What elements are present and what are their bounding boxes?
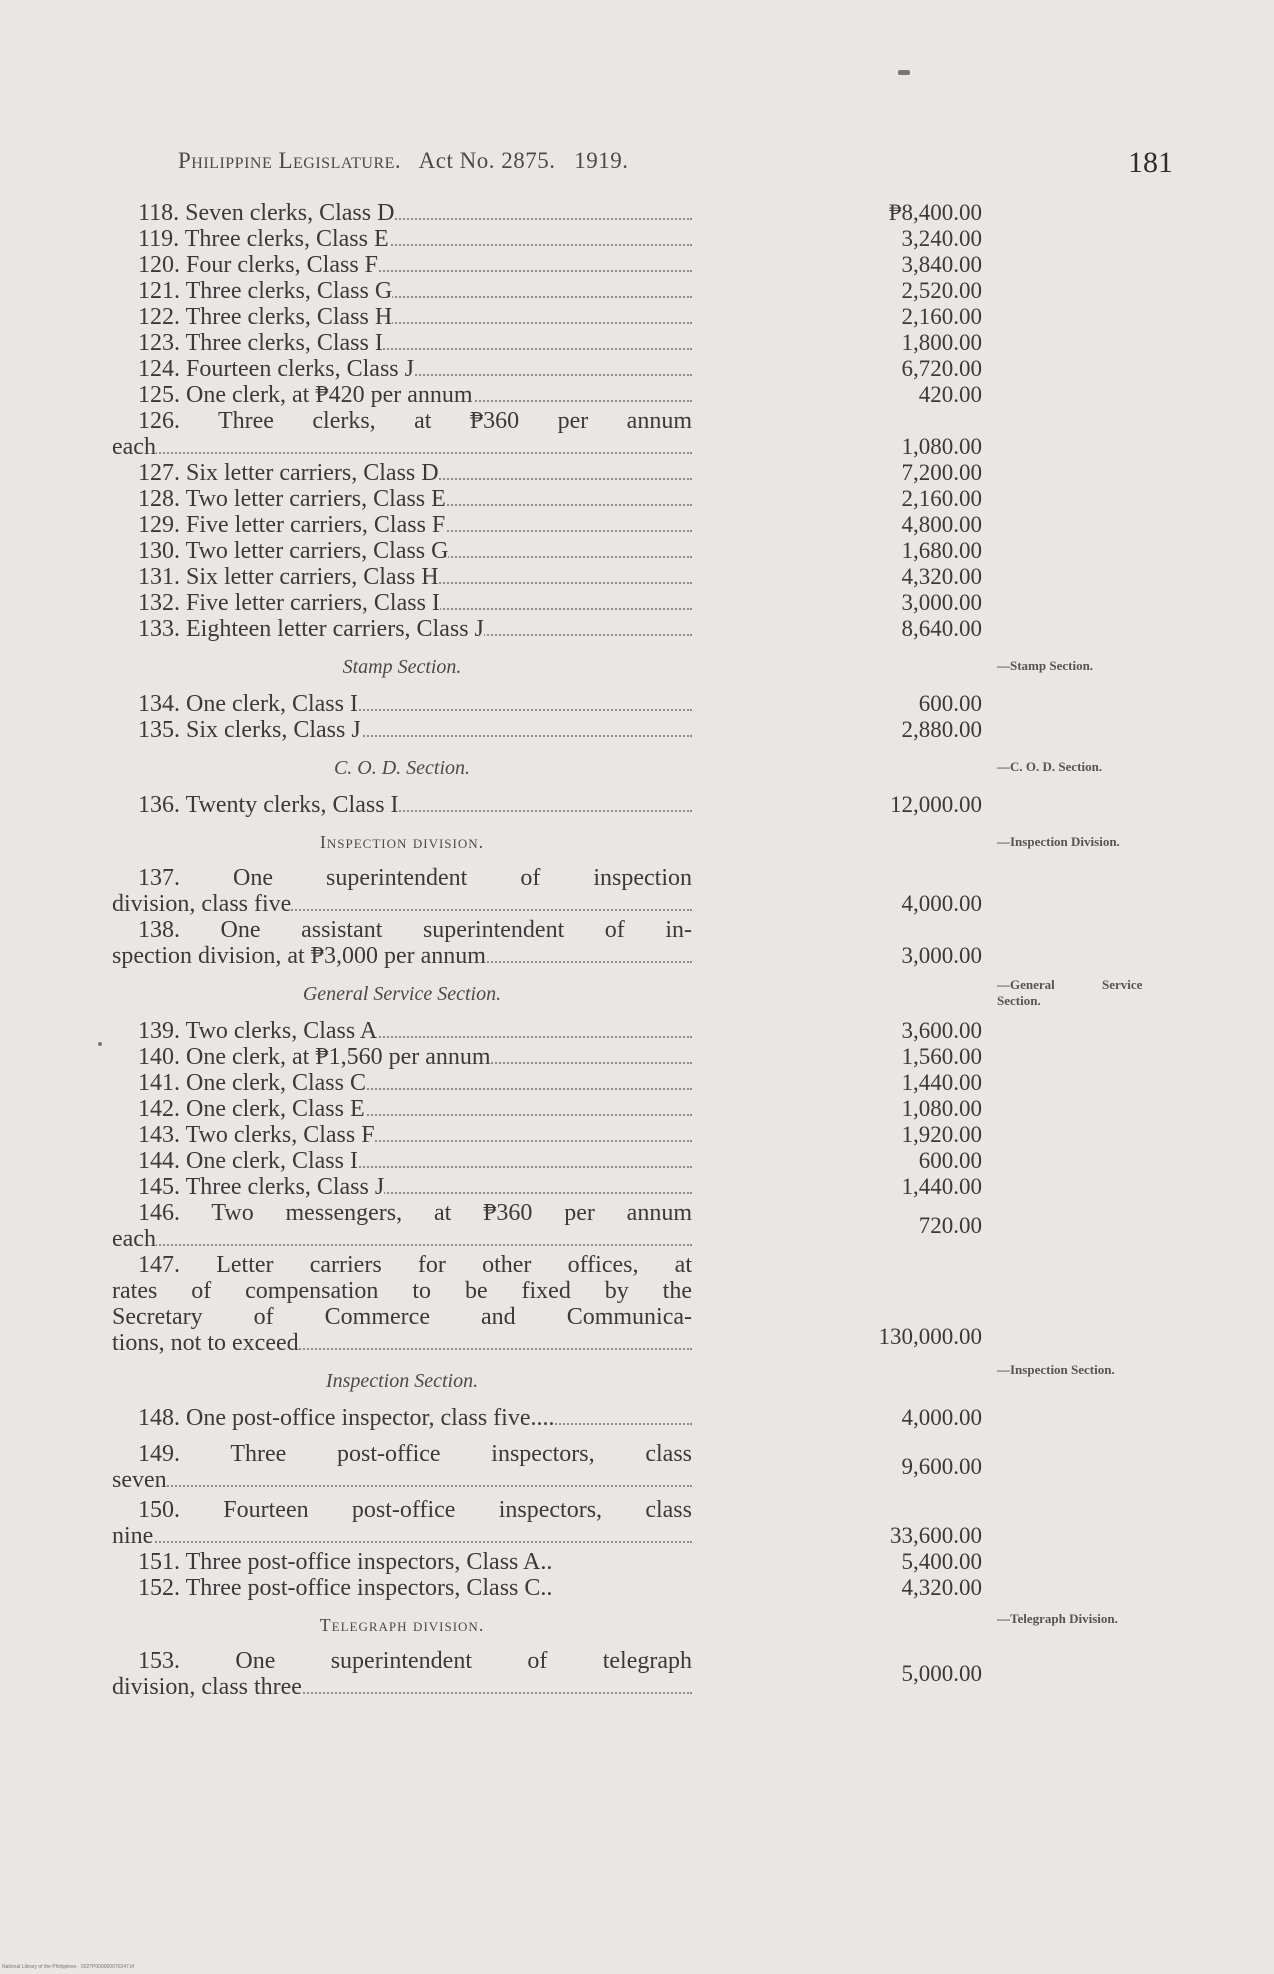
side-note: —Inspection Division.	[997, 834, 1120, 849]
item-line	[112, 304, 692, 330]
section-heading: Inspection Section.	[325, 1370, 479, 1392]
item-line	[112, 1070, 692, 1096]
item-line: nine	[112, 1523, 692, 1549]
item-number: 125.	[138, 382, 180, 408]
item-amount: 4,320.00	[901, 1575, 982, 1600]
item-147	[112, 1252, 982, 1356]
item-amount: 130,000.00	[878, 1324, 982, 1349]
item-amount: 600.00	[918, 691, 982, 716]
line-item	[112, 1122, 982, 1148]
item-151	[112, 1549, 982, 1575]
item-number: 132.	[138, 590, 180, 616]
item-description: Three clerks, Class I	[185, 330, 383, 356]
item-number: 123.	[138, 330, 180, 356]
letter-carrier-items	[112, 460, 982, 642]
item-description: Six letter carriers, Class H	[186, 564, 439, 590]
item-line	[112, 691, 692, 717]
item-amount: 2,520.00	[901, 278, 982, 303]
item-amount: 1,080.00	[901, 1096, 982, 1121]
item-amount: 9,600.00	[901, 1454, 982, 1479]
side-note: —Inspection Section.	[997, 1362, 1115, 1377]
item-number: 140.	[138, 1044, 180, 1070]
item-amount: 1,920.00	[901, 1122, 982, 1147]
item-number: 142.	[138, 1096, 180, 1122]
item-amount: 720.00	[918, 1213, 982, 1238]
item-amount: 3,600.00	[901, 1018, 982, 1043]
item-number: 127.	[138, 460, 180, 486]
line-item	[112, 1018, 982, 1044]
item-amount: 1,440.00	[901, 1174, 982, 1199]
item-line	[112, 460, 692, 486]
item-line	[112, 252, 692, 278]
item-line	[112, 382, 692, 408]
item-148	[112, 1405, 982, 1431]
item-line	[112, 1148, 692, 1174]
item-number: 145.	[138, 1174, 180, 1200]
item-number: 134.	[138, 691, 180, 717]
item-line: 138. One assistant superintendent of in-	[138, 917, 692, 943]
item-amount: 5,000.00	[901, 1661, 982, 1686]
item-line: rates of compensation to be fixed by the	[112, 1278, 692, 1304]
line-item	[112, 330, 982, 356]
item-description: One clerk, Class C	[186, 1070, 366, 1096]
item-amount: 1,080.00	[901, 434, 982, 459]
side-note: —General Service Section.	[997, 977, 1143, 1008]
item-line: 153. One superintendent of telegraph	[138, 1648, 692, 1674]
item-line: 146. Two messengers, at ₱360 per annum	[138, 1200, 692, 1226]
item-line: each	[112, 1226, 692, 1252]
item-description: One clerk, Class I	[186, 691, 358, 717]
line-item	[112, 304, 982, 330]
inspection-section	[112, 1362, 1115, 1601]
item-amount: 1,680.00	[901, 538, 982, 563]
item-description: One clerk, Class I	[186, 1148, 358, 1174]
general-service-items	[112, 1018, 982, 1200]
section-heading: C. O. D. Section.	[333, 757, 471, 779]
item-description: Four clerks, Class F	[186, 252, 378, 278]
line-item	[112, 460, 982, 486]
item-number: 130.	[138, 538, 180, 564]
stamp-items	[112, 691, 982, 743]
item-line: seven	[112, 1467, 692, 1493]
item-line: 151. Three post-office inspectors, Class A..	[112, 1549, 692, 1575]
line-item	[112, 717, 982, 743]
line-item	[112, 252, 982, 278]
item-line	[112, 1174, 692, 1200]
line-item	[112, 226, 982, 252]
item-line: 147. Letter carriers for other offices, at	[138, 1252, 692, 1278]
item-line	[112, 792, 692, 818]
item-line: division, class three	[112, 1674, 692, 1700]
item-amount: 1,560.00	[901, 1044, 982, 1069]
item-amount: 420.00	[918, 382, 982, 407]
item-amount: 8,640.00	[901, 616, 982, 641]
section-heading: Inspection division.	[319, 832, 485, 852]
item-description: One clerk, at ₱1,560 per annum	[186, 1044, 491, 1070]
item-description: Two letter carriers, Class E	[185, 486, 446, 512]
item-amount: 1,440.00	[901, 1070, 982, 1095]
item-line	[112, 486, 692, 512]
item-description: Six clerks, Class J	[186, 717, 361, 743]
item-line	[112, 538, 692, 564]
item-number: 121.	[138, 278, 180, 304]
item-line: tions, not to exceed	[112, 1330, 692, 1356]
inspection-division	[112, 832, 1120, 969]
item-line	[112, 1122, 692, 1148]
item-amount: 4,000.00	[901, 891, 982, 916]
act-number: Act No. 2875.	[418, 148, 556, 173]
item-line	[112, 590, 692, 616]
clerk-items	[112, 200, 982, 408]
item-line	[112, 616, 692, 642]
ink-speck	[898, 70, 910, 75]
item-number: 144.	[138, 1148, 180, 1174]
ink-speck	[98, 1042, 102, 1046]
page-number: 181	[1128, 146, 1173, 179]
line-item	[112, 512, 982, 538]
item-number: 120.	[138, 252, 180, 278]
item-number: 128.	[138, 486, 180, 512]
line-item	[112, 1148, 982, 1174]
line-item	[112, 1070, 982, 1096]
line-item	[112, 691, 982, 717]
stamp-section	[112, 656, 1094, 743]
item-146	[112, 1200, 982, 1252]
item-amount: 4,800.00	[901, 512, 982, 537]
item-description: Fourteen clerks, Class J	[186, 356, 414, 382]
item-138	[112, 917, 982, 969]
item-line: 148. One post-office inspector, class five....	[112, 1405, 692, 1431]
line-item	[112, 278, 982, 304]
item-137	[112, 865, 982, 917]
item-amount: 2,160.00	[901, 486, 982, 511]
item-number: 129.	[138, 512, 180, 538]
item-number: 131.	[138, 564, 180, 590]
item-amount: 4,320.00	[901, 564, 982, 589]
item-149	[112, 1441, 982, 1493]
item-description: One clerk, at ₱420 per annum	[186, 382, 473, 408]
item-description: Two letter carriers, Class G	[185, 538, 449, 564]
item-number: 119.	[138, 226, 180, 252]
item-number: 122.	[138, 304, 180, 330]
item-number: 133.	[138, 616, 180, 642]
item-description: Three clerks, Class J	[185, 1174, 385, 1200]
line-item	[112, 486, 982, 512]
general-service-section	[112, 977, 1143, 1356]
item-number: 141.	[138, 1070, 180, 1096]
item-150	[112, 1497, 982, 1549]
appropriation-entries	[112, 200, 1143, 1700]
item-number: 143.	[138, 1122, 180, 1148]
section-heading: Stamp Section.	[342, 656, 462, 678]
item-number: 136.	[138, 792, 180, 818]
line-item	[112, 382, 982, 408]
side-note: —Stamp Section.	[997, 658, 1094, 673]
cod-section	[112, 757, 1103, 818]
item-amount: 5,400.00	[901, 1549, 982, 1574]
cod-items	[112, 792, 982, 818]
item-line	[112, 278, 692, 304]
item-number: 124.	[138, 356, 180, 382]
item-description: Five letter carriers, Class F	[186, 512, 446, 538]
item-line: Secretary of Commerce and Communica-	[112, 1304, 692, 1330]
side-note: —C. O. D. Section.	[997, 759, 1103, 774]
item-description: Eighteen letter carriers, Class J	[186, 616, 484, 642]
line-item	[112, 1096, 982, 1122]
item-line	[112, 1044, 692, 1070]
item-line	[112, 717, 692, 743]
running-head	[178, 148, 1178, 174]
item-amount: ₱8,400.00	[888, 200, 982, 225]
item-line: 152. Three post-office inspectors, Class C..	[112, 1575, 692, 1601]
year: 1919.	[574, 148, 629, 173]
item-amount: 2,160.00	[901, 304, 982, 329]
item-line: 137. One superintendent of inspection	[138, 865, 692, 891]
item-description: Twenty clerks, Class I	[185, 792, 399, 818]
item-number: 118.	[138, 200, 180, 226]
item-description: Two clerks, Class F	[185, 1122, 375, 1148]
item-line: division, class five	[112, 891, 692, 917]
item-amount: 3,240.00	[901, 226, 982, 251]
item-description: One clerk, Class E	[186, 1096, 365, 1122]
section-heading: General Service Section.	[302, 983, 502, 1005]
item-line	[112, 564, 692, 590]
item-description: Three clerks, Class G	[185, 278, 393, 304]
item-amount: 3,000.00	[901, 943, 982, 968]
side-note: —Telegraph Division.	[997, 1611, 1118, 1626]
item-description: Seven clerks, Class D	[185, 200, 395, 226]
item-126	[112, 408, 982, 460]
item-line	[112, 330, 692, 356]
item-line	[112, 1018, 692, 1044]
line-item	[112, 590, 982, 616]
line-item	[112, 356, 982, 382]
item-line	[112, 226, 692, 252]
item-description: Six letter carriers, Class D	[186, 460, 439, 486]
item-amount: 6,720.00	[901, 356, 982, 381]
item-line: 150. Fourteen post-office inspectors, class	[138, 1497, 692, 1523]
item-amount: 4,000.00	[901, 1405, 982, 1430]
item-amount: 12,000.00	[890, 792, 982, 817]
section-heading: Telegraph division.	[319, 1615, 485, 1635]
item-amount: 33,600.00	[890, 1523, 982, 1548]
item-line	[112, 356, 692, 382]
item-line	[112, 512, 692, 538]
line-item	[112, 792, 982, 818]
item-line: 149. Three post-office inspectors, class	[138, 1441, 692, 1467]
line-item	[112, 564, 982, 590]
line-item	[112, 200, 982, 226]
item-line	[112, 1096, 692, 1122]
item-amount: 3,000.00	[901, 590, 982, 615]
line-item	[112, 616, 982, 642]
item-153	[112, 1648, 982, 1700]
running-title: Philippine Legislature.	[178, 148, 402, 173]
item-description: Three clerks, Class E	[184, 226, 389, 252]
item-description: Two clerks, Class A	[185, 1018, 378, 1044]
line-item	[112, 1044, 982, 1070]
item-number: 139.	[138, 1018, 180, 1044]
item-description: Five letter carriers, Class I	[186, 590, 440, 616]
item-number: 135.	[138, 717, 180, 743]
archive-credit: National Library of the Philippines · 0027P000000070247.tif	[2, 1964, 135, 1970]
item-amount: 3,840.00	[901, 252, 982, 277]
item-line: spection division, at ₱3,000 per annum	[112, 943, 692, 969]
item-description: Three clerks, Class H	[185, 304, 393, 330]
item-amount: 600.00	[918, 1148, 982, 1173]
line-item	[112, 538, 982, 564]
line-item	[112, 1174, 982, 1200]
item-line	[112, 200, 692, 226]
telegraph-division	[112, 1611, 1118, 1700]
item-line: each	[112, 434, 692, 460]
item-line: 126. Three clerks, at ₱360 per annum	[138, 408, 692, 434]
item-amount: 7,200.00	[901, 460, 982, 485]
item-amount: 2,880.00	[901, 717, 982, 742]
item-152	[112, 1575, 982, 1601]
item-amount: 1,800.00	[901, 330, 982, 355]
